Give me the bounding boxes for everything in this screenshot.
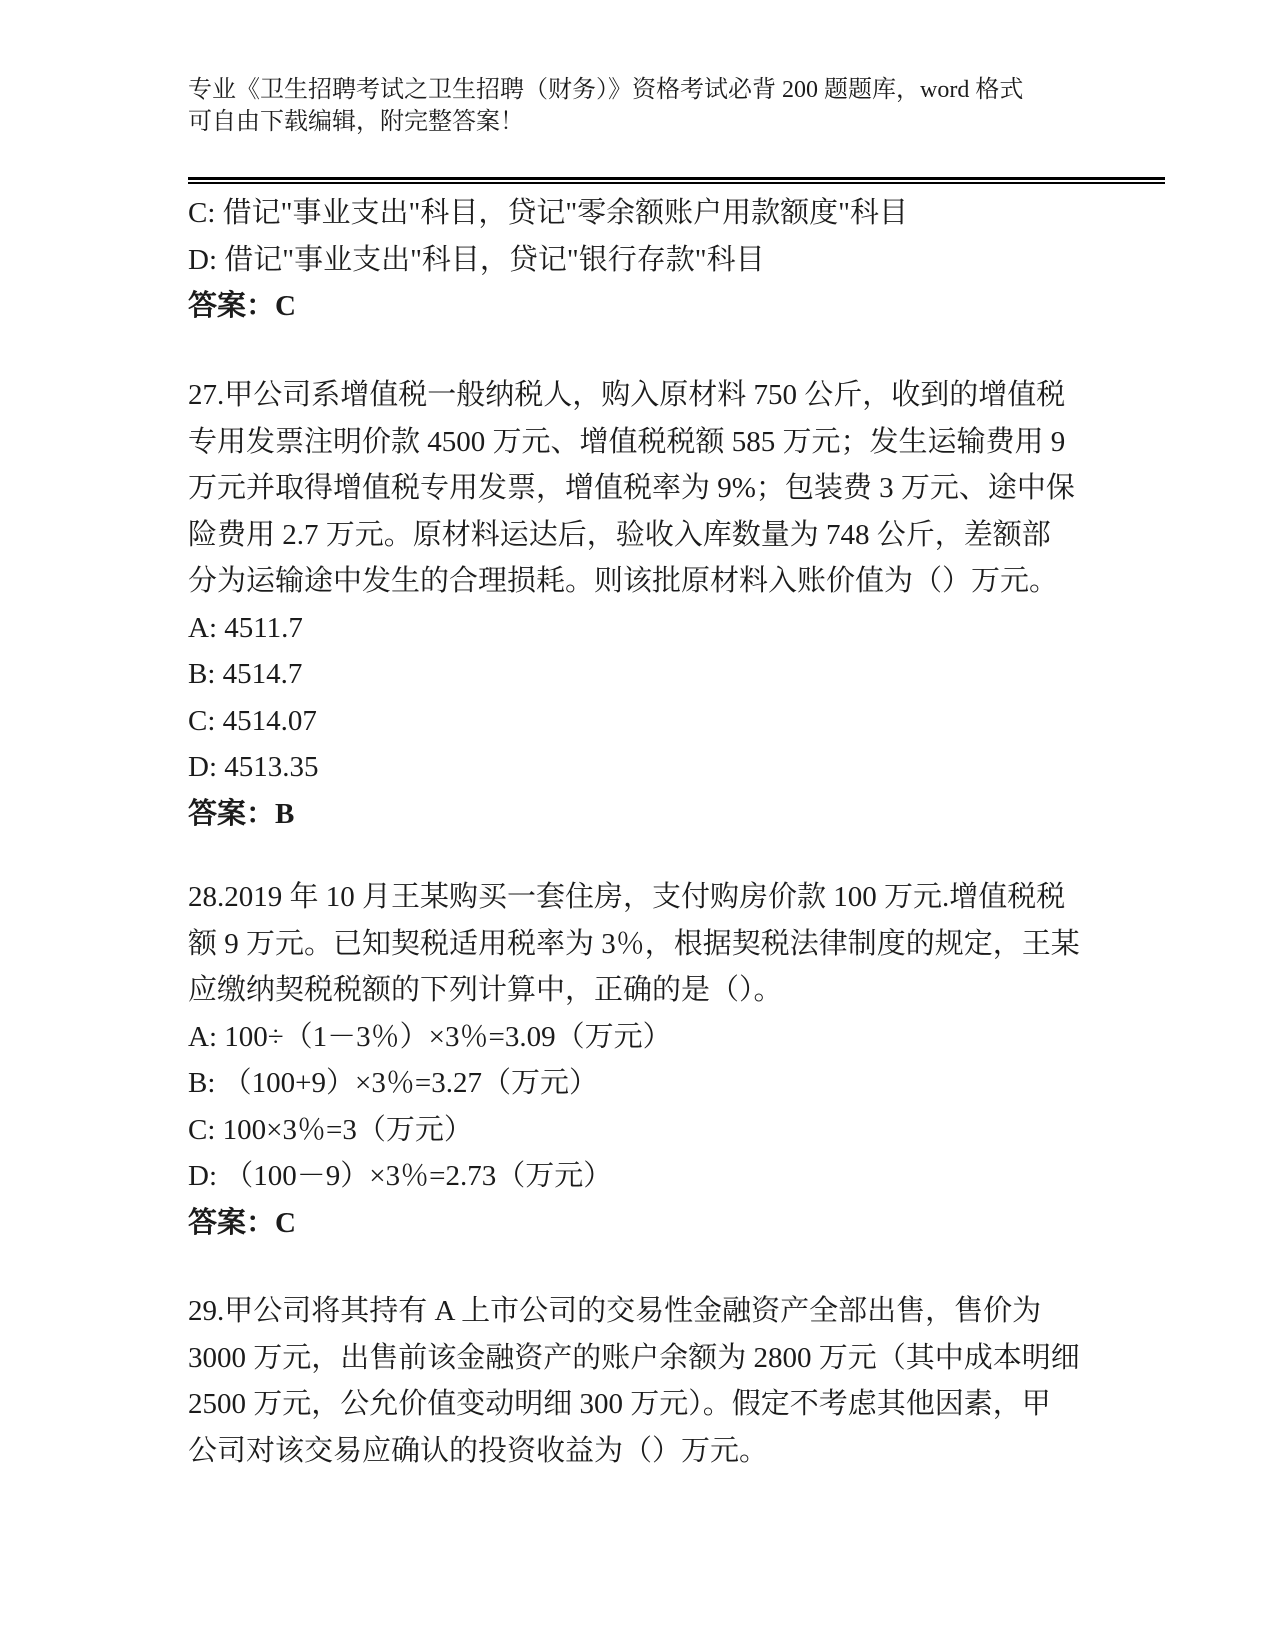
q28-text-line-3: 应缴纳契税税额的下列计算中，正确的是（）。: [188, 974, 783, 1006]
q26-answer: 答案：C: [188, 290, 296, 322]
question-27-section: [188, 372, 1104, 837]
question-28-section: [188, 874, 1104, 1246]
q27-option-a: A: 4511.7: [188, 611, 303, 644]
q28-option-b: B: （100+9）×3％=3.27（万元）: [188, 1067, 598, 1099]
q29-text-line-3: 2500 万元，公允价值变动明细 300 万元）。假定不考虑其他因素，甲: [188, 1388, 1051, 1420]
q29-text-line-4: 公司对该交易应确认的投资收益为（）万元。: [188, 1434, 769, 1467]
q28-option-d: D: （100－9）×3％=2.73（万元）: [188, 1160, 613, 1192]
document-header: [188, 74, 1033, 138]
q27-text-line-2: 专用发票注明价款 4500 万元、增值税税额 585 万元；发生运输费用 9: [188, 425, 1066, 458]
q27-answer: 答案：B: [188, 797, 295, 830]
q27-option-d: D: 4513.35: [188, 751, 319, 783]
question-29-section: [188, 1288, 1104, 1474]
q29-text-line-2: 3000 万元，出售前该金融资产的账户余额为 2800 万元（其中成本明细: [188, 1341, 1080, 1374]
q27-text-line-3: 万元并取得增值税专用发票，增值税率为 9%；包装费 3 万元、途中保: [188, 472, 1075, 504]
question-26-tail-section: [188, 190, 1104, 330]
q28-answer: 答案：C: [188, 1206, 296, 1239]
header-line-1: 专业《卫生招聘考试之卫生招聘（财务）》资格考试必背 200 题题库，word 格式: [188, 77, 1024, 103]
q27-text-line-4: 险费用 2.7 万元。原材料运达后，验收入库数量为 748 公斤，差额部: [188, 518, 1051, 551]
q28-text-line-1: 28.2019 年 10 月王某购买一套住房，支付购房价款 100 万元.增值税税: [188, 881, 1066, 913]
q28-option-c: C: 100×3％=3（万元）: [188, 1113, 473, 1146]
q28-option-a: A: 100÷（1－3％）×3％=3.09（万元）: [188, 1020, 672, 1053]
q27-text-line-5: 分为运输途中发生的合理损耗。则该批原材料入账价值为（）万元。: [188, 565, 1059, 597]
header-divider-rule: [188, 177, 1165, 184]
header-line-2: 可自由下载编辑，附完整答案！: [188, 109, 524, 135]
q27-option-b: B: 4514.7: [188, 658, 303, 690]
q28-text-line-2: 额 9 万元。已知契税适用税率为 3％，根据契税法律制度的规定，王某: [188, 927, 1080, 960]
q27-option-c: C: 4514.07: [188, 704, 317, 737]
q29-text-line-1: 29.甲公司将其持有 A 上市公司的交易性金融资产全部出售，售价为: [188, 1295, 1042, 1327]
q26-option-c: C: 借记"事业支出"科目，贷记"零余额账户用款额度"科目: [188, 197, 909, 229]
q27-text-line-1: 27.甲公司系增值税一般纳税人，购入原材料 750 公斤，收到的增值税: [188, 379, 1066, 411]
q26-option-d: D: 借记"事业支出"科目，贷记"银行存款"科目: [188, 243, 765, 276]
